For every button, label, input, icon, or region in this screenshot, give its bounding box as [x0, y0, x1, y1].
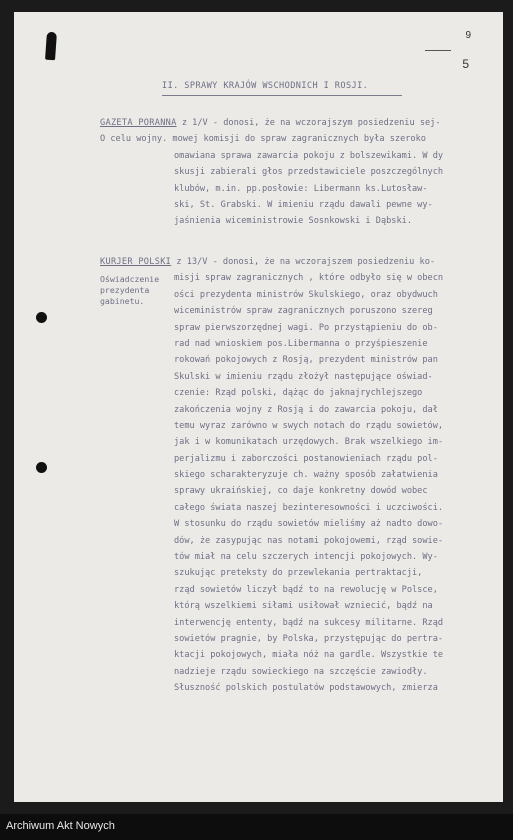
binder-tab [45, 32, 57, 61]
text-line: wiceministrów spraw zagranicznych poruszono szereg [174, 306, 433, 317]
archive-name: Archiwum Akt Nowych [6, 820, 115, 832]
section-heading: II. SPRAWY KRAJÓW WSCHODNICH I ROSJI. [162, 78, 402, 96]
text-line: dów, że zasypując nas notami pokojowemi, rząd sowie- [174, 535, 444, 546]
text-line: jak i w komunikatach urzędowych. Brak wszelkiego im- [174, 437, 444, 448]
text-line: GAZETA PORANNA z 1/V - donosi, że na wczorajszym posiedzeniu sej- [100, 118, 441, 128]
text-line: sowietów pragnie, by Polska, przystępując do pertra- [174, 633, 444, 644]
text-line: Skulski w imieniu rządu złożył następujące oświad- [174, 371, 433, 382]
text-line: omawiana sprawa zawarcia pokoju z bolszewikami. W dy [174, 150, 444, 161]
text-line: rokowań pokojowych z Rosją, prezydent ministrów pan [174, 355, 438, 366]
text-line: szukując preteksty do przewlekania pertraktacji, [174, 568, 423, 579]
text-line: interwencję ententy, bądź na sukcesy militarne. Rząd [174, 617, 444, 628]
text-line: jaśnienia wiceministrowie Sosnkowski i Dąbski. [174, 216, 412, 227]
page-number-alt: 5 [462, 57, 469, 71]
section-gazeta-poranna [100, 115, 474, 230]
text-line: temu wyraz zarówno w swych notach do rządu sowietów, [174, 420, 444, 431]
text-line: którą wszelkiemi siłami usiłował wzniecić, bądź na [174, 601, 433, 612]
text-line: Słuszność polskich postulatów podstawowych, zmierza [174, 683, 438, 694]
page-number: 9 [465, 30, 471, 41]
text-line: sprawy ukraińskiej, co daje konkretny dowód wobec [174, 486, 428, 497]
text-line: czenie: Rząd polski, dążąc do jaknajrychlejszego [174, 388, 423, 399]
text-line: całego świata naszej bezinteresowności i uczciwości. [174, 502, 444, 513]
text-line: ktacji pokojowych, miała nóż na gardle. Wszystkie te [174, 650, 444, 661]
text-line: skiego scharakteryzuje ch. ważny sposób załatwienia [174, 470, 438, 481]
text-line: spraw pierwszorzędnej wagi. Po przystąpieniu do ob- [174, 322, 438, 333]
punch-hole [36, 312, 47, 323]
text-line: ski, St. Grabski. W imieniu rządu dawali pewne wy- [174, 199, 433, 210]
text-line: KURJER POLSKI z 13/V - donosi, że na wczorajszem posiedzeniu ko- [100, 257, 436, 267]
punch-hole [36, 462, 47, 473]
archive-footer [0, 814, 513, 840]
text-line: O celu wojny. mowej komisji do spraw zagranicznych była szeroko [100, 134, 426, 145]
text-line: skusji zabierali głos przedstawiciele poszczególnych [174, 167, 444, 178]
margin-note: Oświadczenie prezydenta gabinetu. [100, 274, 160, 306]
source-name: KURJER POLSKI [100, 257, 172, 267]
text-line: rad nad wnioskiem pos.Libermanna o przyśpieszenie [174, 338, 428, 349]
text-line: zakończenia wojny z Rosją i do zawarcia pokoju, dał [174, 404, 438, 415]
pencil-dashes [425, 50, 451, 51]
text-line: rząd sowietów liczył bądź to na rewolucję w Polsce, [174, 584, 438, 595]
text-line: nadzieje rządu sowieckiego na szczęście zawiodły. [174, 666, 428, 677]
text-line: W stosunku do rządu sowietów mieliśmy aż nadto dowo- [174, 519, 444, 530]
text-line: tów miał na celu szczerych intencji pokojowych. Wy- [174, 552, 438, 563]
section-kurjer-polski [100, 254, 474, 697]
text-line: klubów, m.in. pp.posłowie: Libermann ks.Lutosław- [174, 183, 428, 194]
text-line: perjalizmu i zaborczości postanowieniach rządu pol- [174, 453, 438, 464]
text-line: ości prezydenta ministrów Skulskiego, oraz obydwuch [174, 289, 438, 300]
text-line: misji spraw zagranicznych , które odbyło się w obecn [174, 273, 444, 284]
source-name: GAZETA PORANNA [100, 118, 177, 128]
document-page [14, 12, 503, 802]
